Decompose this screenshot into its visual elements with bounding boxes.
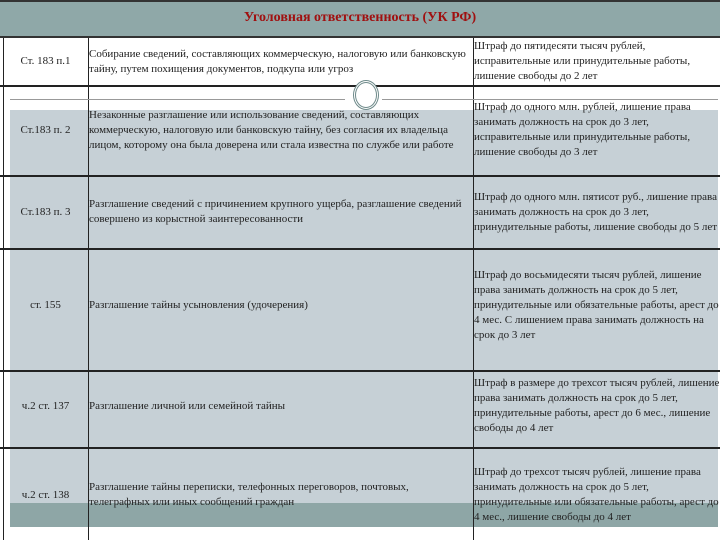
act-cell: Разглашение тайны переписки, телефонных переговоров, почтовых, телеграфных или иных сообщений граждан: [89, 481, 409, 508]
penalty-cell: Штраф до трехсот тысяч рублей, лишение права занимать должность на срок до 5 лет, принудительные или обязательные работы, арест до 4 мес., лишение свободы до 4 лет: [474, 466, 719, 523]
penalty-cell: Штраф до пятидесяти тысяч рублей, исправительные или принудительные работы, лишение свободы до 2 лет: [474, 40, 691, 82]
page-title: Уголовная ответственность (УК РФ): [243, 10, 477, 25]
act-cell: Разглашение личной или семейной тайны: [89, 399, 286, 412]
act-cell: Разглашение сведений с причинением крупного ущерба, разглашение сведений совершено из корыстной заинтересованности: [89, 198, 462, 225]
divider: [0, 447, 720, 449]
table-header: [0, 0, 720, 38]
act-cell: Разглашение тайны усыновления (удочерения): [89, 298, 308, 311]
penalty-cell: Штраф в размере до трехсот тысяч рублей, лишение права занимать должность на срок до 5 лет, принудительные работы, арест до 6 мес., лишение свободы до 4 лет: [474, 377, 720, 434]
penalty-cell: Штраф до одного млн. пятисот руб., лишение права занимать должность на срок до 3 лет, принудительные работы, лишение свободы до 5 лет: [474, 190, 718, 233]
penalty-cell: Штраф до одного млн. рублей, лишение права занимать должность на срок до 3 лет, исправительные или принудительные работы, лишение свободы до 3 лет: [474, 101, 691, 158]
penalty-cell: Штраф до восьмидесяти тысяч рублей, лишение права занимать должность на срок до 5 лет, принудительные или обязательные работы, арест до 4 мес. С лишением права занимать должность на срок до 3 лет: [474, 268, 719, 341]
article-cell: ч.2 ст. 137: [21, 399, 70, 412]
article-cell: Ст. 183 п.1: [20, 55, 71, 67]
article-cell: ст. 155: [30, 298, 61, 311]
act-cell: Собирание сведений, составляющих коммерческую, налоговую или банковскую тайну, путем похищения документов, подкупа или угроз: [89, 47, 466, 75]
article-cell: Ст.183 п. 2: [20, 123, 71, 136]
article-cell: Ст.183 п. 3: [20, 205, 71, 218]
act-cell: Незаконные разглашение или использование сведений, составляющих коммерческую, налоговую или банковскую тайну, без согласия их владельца лицом, которому она была доверена или стала известна по службе или работе: [89, 108, 454, 151]
article-cell: ч.2 ст. 138: [21, 488, 70, 501]
